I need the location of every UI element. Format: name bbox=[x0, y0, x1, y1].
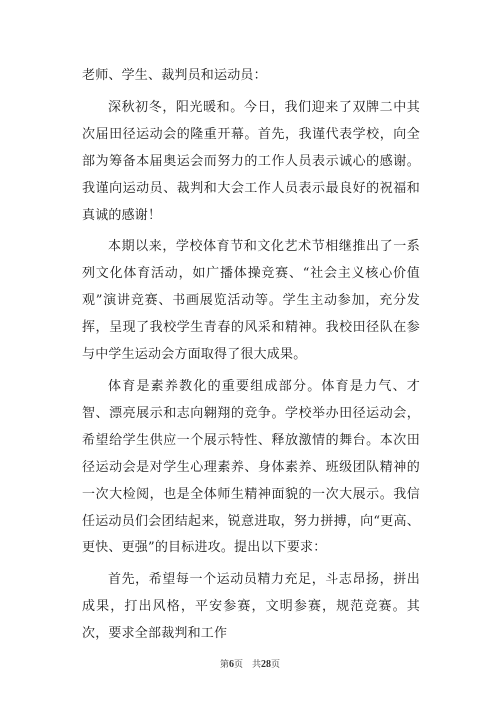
total-page-count: 28 bbox=[261, 659, 271, 670]
page-prefix: 第 bbox=[219, 660, 229, 670]
page-footer bbox=[0, 657, 500, 670]
paragraph: 本期以来，学校体育节和文化艺术节相继推出了一系列文化体育活动，如广播体操竞赛、“社会主义核心价值观”演讲竞赛、书画展览活动等。学生主动参加，充分发挥，呈现了我校学生青春的风采和精神。我校田径队在参与中学生运动会方面取得了很大成果。 bbox=[82, 239, 420, 363]
page-suffix: 页 bbox=[271, 660, 281, 670]
current-page-number: 6 bbox=[228, 659, 234, 670]
salutation: 老师、学生、裁判员和运动员： bbox=[82, 68, 267, 83]
paragraph: 首先，希望每一个运动员精力充足，斗志昂扬，拼出成果，打出风格，平安参赛，文明参赛，规范竞赛。其次，要求全部裁判和工作 bbox=[82, 572, 420, 642]
paragraph: 体育是素养教化的重要组成部分。体育是力气、才智、漂亮展示和志向翱翔的竞争。学校举办田径运动会，希望给学生供应一个展示特性、释放激情的舞台。本次田径运动会是对学生心理素养、身体素养、班级团队精神的一次大检阅，也是全体师生精神面貌的一次大展示。我信任运动员们会团结起来，锐意进取，努力拼搏，向“更高、更快、更强”的目标进攻。提出以下要求： bbox=[82, 378, 420, 556]
document-body bbox=[82, 63, 420, 648]
paragraph: 深秋初冬，阳光暖和。今日，我们迎来了双牌二中其次届田径运动会的隆重开幕。首先，我谨代表学校，向全部为筹备本届奥运会而努力的工作人员表示诚心的感谢。我谨向运动员、裁判和大会工作人员表示最良好的祝福和真诚的感谢！ bbox=[82, 99, 420, 223]
page-middle-text: 页 共 bbox=[233, 660, 261, 670]
